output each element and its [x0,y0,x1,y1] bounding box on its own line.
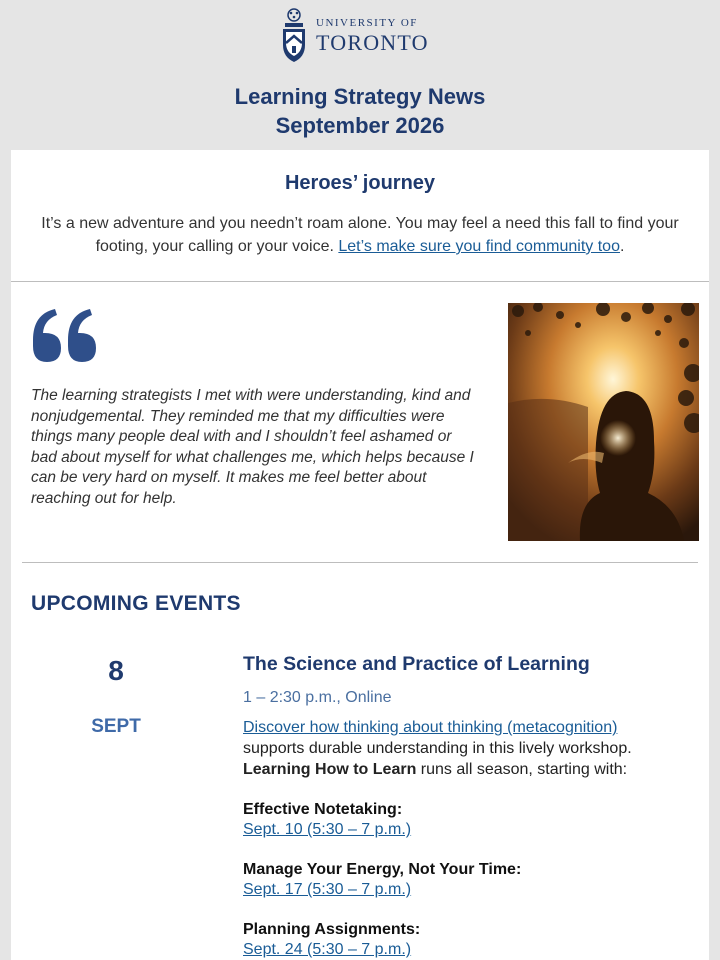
intro-text: It’s a new adventure and you needn’t roam alone. You may feel a need this fall to find your footing, your calling or your voice. [41,215,679,255]
intro-punctuation: . [619,238,625,255]
section-divider [11,281,709,282]
upcoming-events-heading: UPCOMING EVENTS [31,592,241,615]
series-name: Learning How to Learn [243,761,417,778]
newsletter-issue-date: September 2026 [275,113,445,138]
newsletter-header [0,0,720,150]
event-title: The Science and Practice of Learning [243,653,590,675]
session-date-link[interactable]: Sept. 17 (5:30 – 7 p.m.) [243,881,412,898]
event-date-day: 8 [108,655,124,686]
session-date-link[interactable]: Sept. 24 (5:30 – 7 p.m.) [243,941,412,958]
event-time: 1 – 2:30 p.m., Online [243,689,392,706]
section-divider [22,562,698,563]
intro-body [31,212,689,258]
session-item [243,860,683,900]
session-name: Planning Assignments: [243,921,421,938]
testimonial-photo [508,303,699,541]
testimonial-quote: The learning strategists I met with were understanding, kind and nonjudgemental. They reminded me that my difficulties were things many people deal with and I shouldn’t feel ashamed or bad about myself for what challenges me, which helps because I can be very hard on myself. It makes me feel better about reaching out for help. [31,387,474,507]
logo-university-of: UNIVERSITY OF [316,17,418,29]
event-description-text: supports durable understanding in this lively workshop. [243,740,632,757]
logo-toronto: TORONTO [316,30,429,55]
newsletter-name: Learning Strategy News [234,84,486,109]
session-name: Manage Your Energy, Not Your Time: [243,861,522,878]
session-item [243,920,683,960]
sunset-silhouette-image [508,303,699,541]
event-date-month: SEPT [91,716,141,737]
quote-mark-icon [31,308,99,364]
series-text: runs all season, starting with: [416,761,628,778]
university-logo[interactable] [280,6,450,66]
newsletter-content-card [11,150,709,960]
intro-title: Heroes’ journey [284,172,436,194]
crest-icon [280,7,308,65]
newsletter-title [0,82,720,140]
session-item [243,800,683,840]
metacognition-link[interactable]: Discover how thinking about thinking (metacognition) [243,719,618,736]
event-item [243,651,683,960]
community-link[interactable]: Let’s make sure you find community too [338,238,620,255]
event-description [243,717,683,780]
session-date-link[interactable]: Sept. 10 (5:30 – 7 p.m.) [243,821,412,838]
session-name: Effective Notetaking: [243,801,403,818]
